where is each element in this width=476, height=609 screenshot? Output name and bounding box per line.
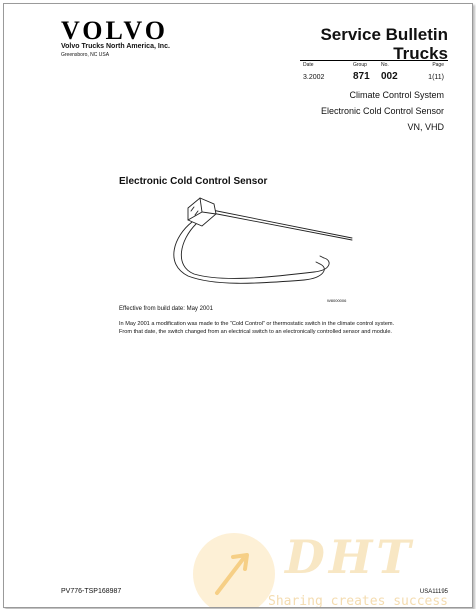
date-value: 3.2002 xyxy=(303,74,325,81)
bulletin-title-line2: Trucks xyxy=(393,44,448,63)
figure-code: W8000006 xyxy=(327,298,347,303)
bulletin-page xyxy=(3,3,473,608)
watermark-arrow-icon xyxy=(193,533,275,608)
volvo-logo: VOLVO xyxy=(61,16,168,45)
company-name: Volvo Trucks North America, Inc. xyxy=(61,43,170,50)
subject-system: Climate Control System xyxy=(349,90,444,100)
bulletin-title-line1: Service Bulletin xyxy=(320,25,448,44)
company-location: Greensboro, NC USA xyxy=(61,52,110,58)
date-label: Date xyxy=(303,62,314,68)
effective-date: Effective from build date: May 2001 xyxy=(119,306,213,312)
group-label: Group xyxy=(353,62,367,68)
number-value: 002 xyxy=(381,71,398,82)
section-heading: Electronic Cold Control Sensor xyxy=(119,176,268,187)
page-label: Page xyxy=(432,62,444,68)
sensor-wire-2 xyxy=(181,224,329,278)
sensor-wire-1 xyxy=(174,222,324,283)
footer-region-code: USA11195 xyxy=(419,589,448,595)
bulletin-title xyxy=(320,25,448,63)
body-paragraph: In May 2001 a modification was made to the “Cold Control” or thermostatic switch in the climate control system. From that date, the switch changed from an electrical switch to an electronically controlled sensor and module. xyxy=(119,321,395,335)
watermark-tagline: Sharing creates success xyxy=(268,594,449,608)
sensor-probe xyxy=(212,210,352,238)
header-divider xyxy=(300,60,448,61)
page-value: 1(11) xyxy=(428,74,444,81)
group-value: 871 xyxy=(353,71,370,82)
subject-component: Electronic Cold Control Sensor xyxy=(320,106,444,116)
footer-document-number: PV776-TSP168987 xyxy=(61,588,122,595)
number-label: No. xyxy=(381,62,389,68)
watermark-circle xyxy=(193,533,275,608)
sensor-illustration xyxy=(164,194,364,304)
watermark-brand: DHT xyxy=(285,530,415,584)
subject-models: VN, VHD xyxy=(407,122,444,132)
